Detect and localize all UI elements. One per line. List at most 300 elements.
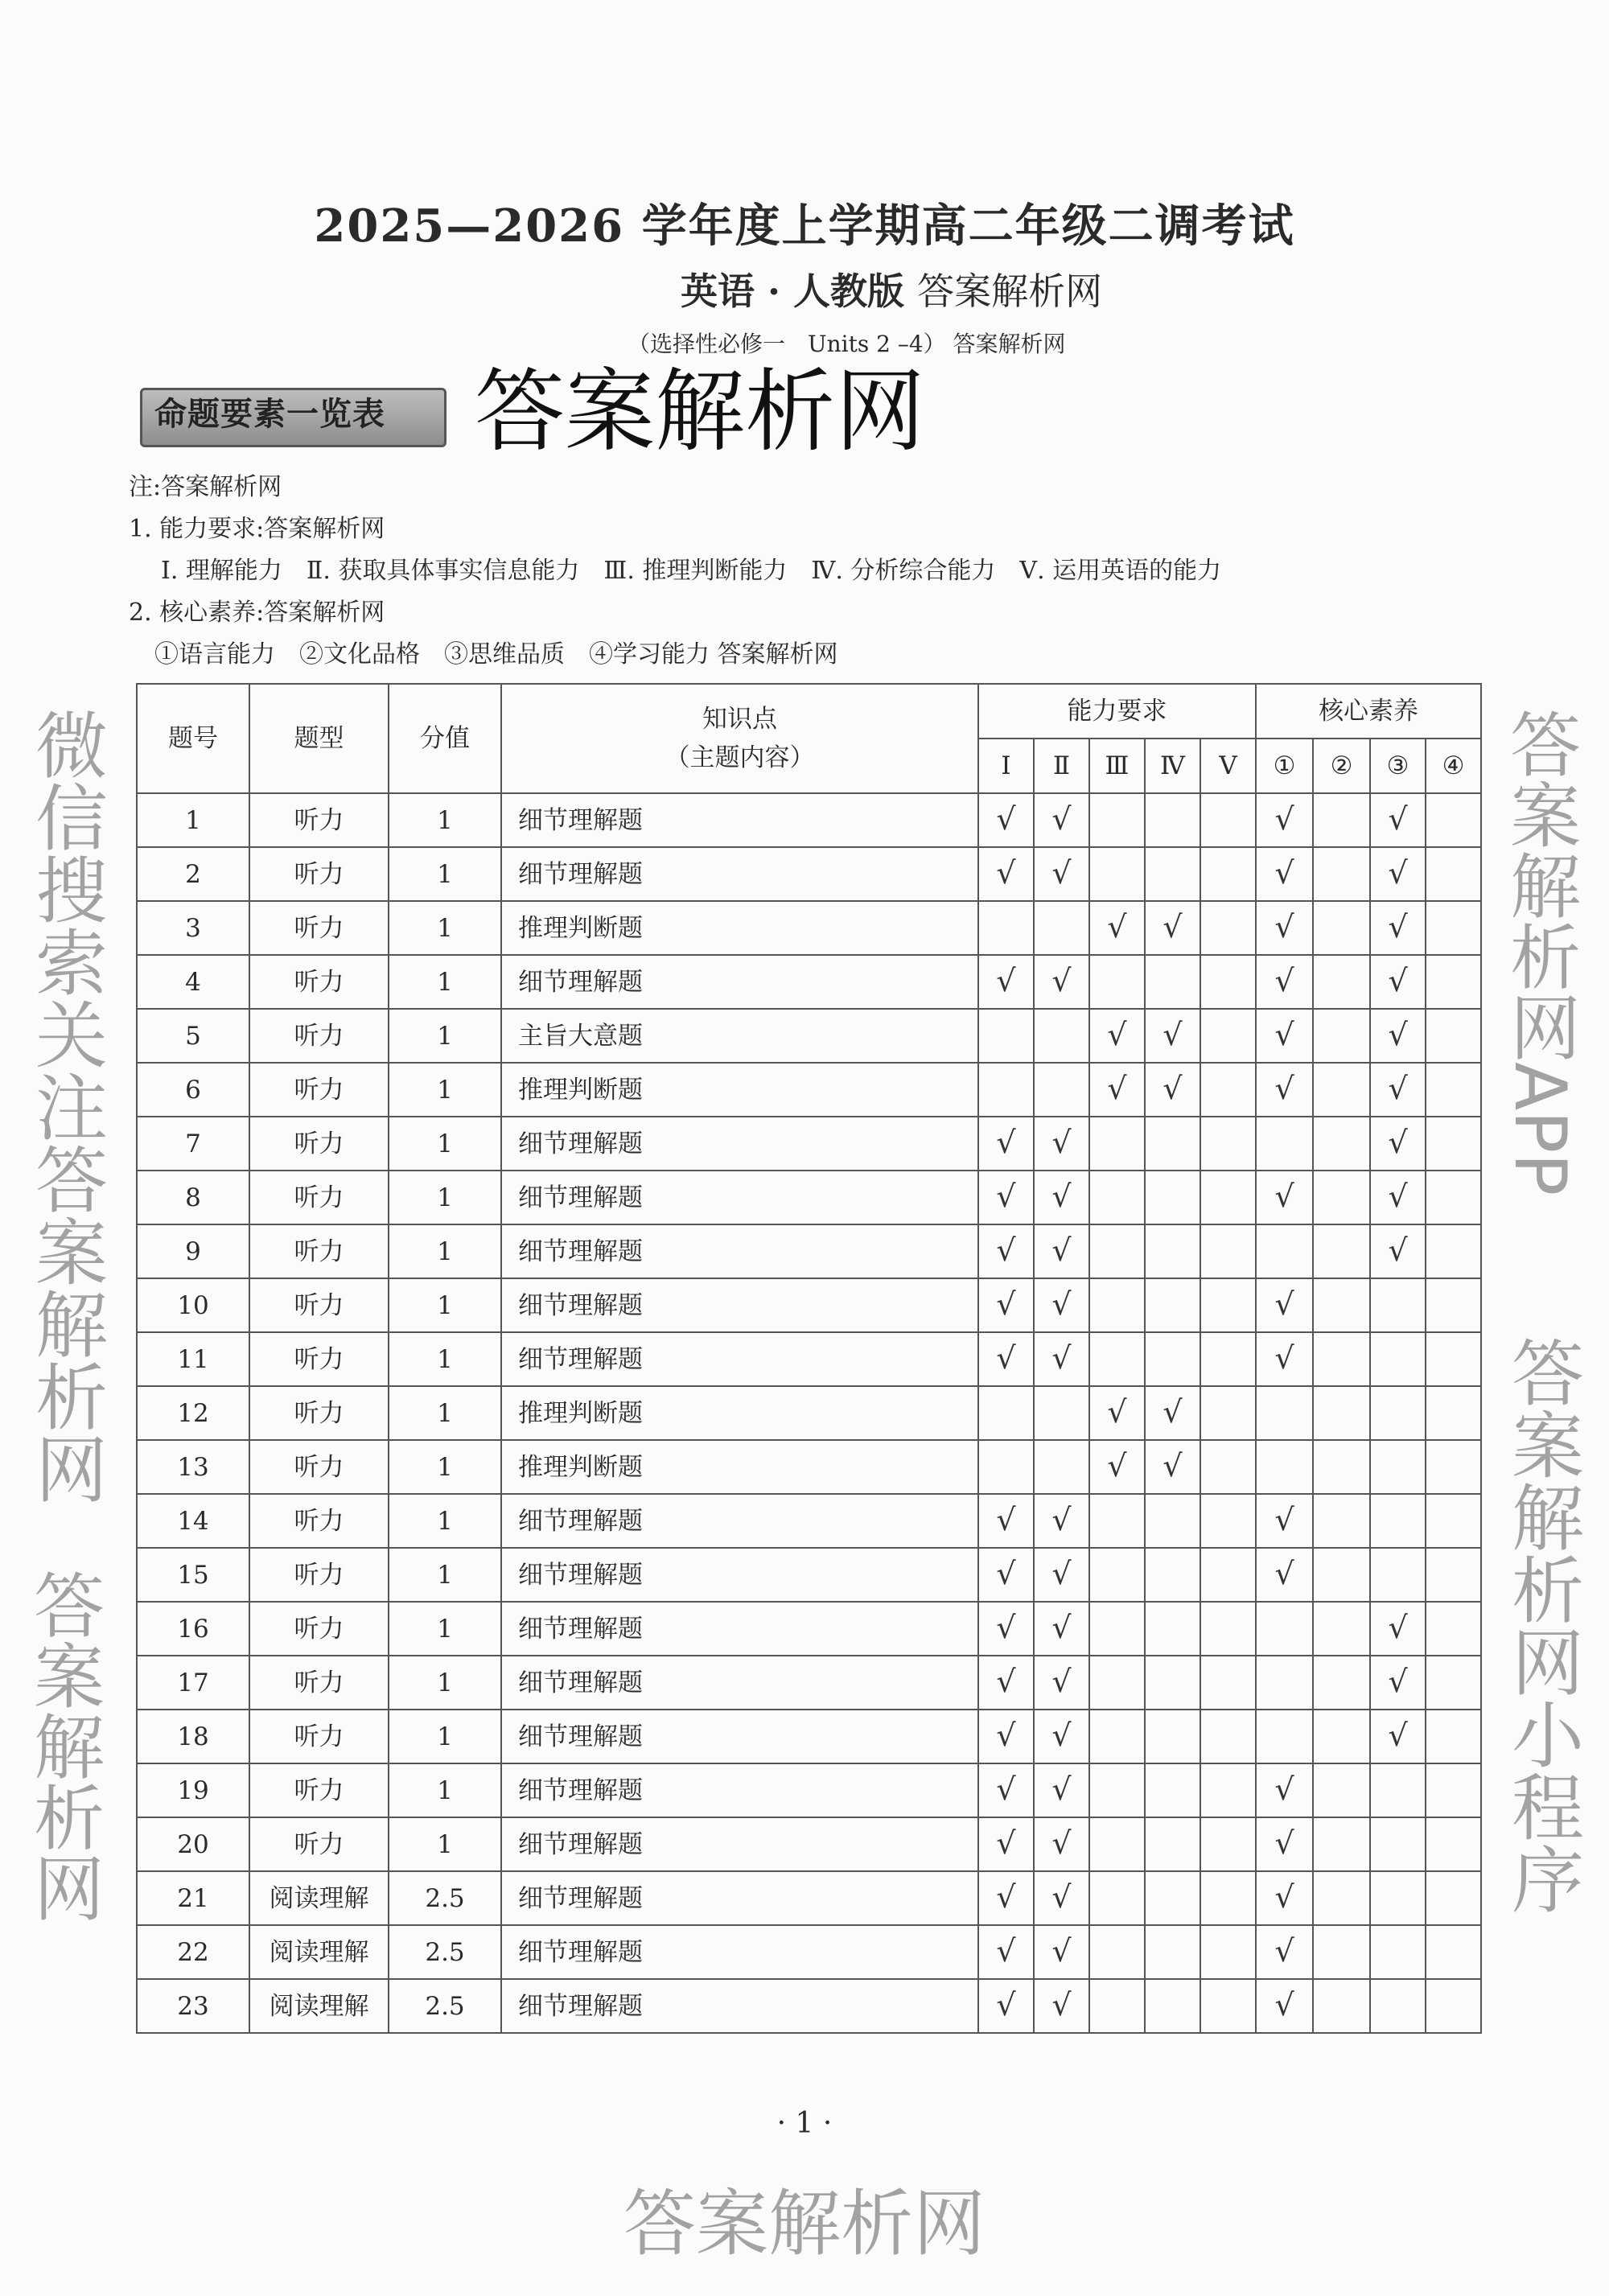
check-mark-icon: √ bbox=[1163, 1071, 1183, 1106]
question-number: 16 bbox=[137, 1602, 249, 1656]
question-topic: 细节理解题 bbox=[501, 1548, 978, 1602]
ability-cell-5 bbox=[1200, 1763, 1256, 1817]
table-row bbox=[137, 1224, 1481, 1278]
question-topic: 推理判断题 bbox=[501, 1063, 978, 1117]
banner-side-text: 答案解析网 bbox=[475, 360, 925, 464]
ability-cell-4 bbox=[1145, 847, 1200, 901]
check-mark-icon: √ bbox=[1051, 1664, 1072, 1699]
ability-cell-2 bbox=[1034, 1656, 1089, 1710]
check-mark-icon: √ bbox=[1274, 1933, 1294, 1969]
watermark: 答案解析网 bbox=[623, 2182, 986, 2266]
header-number: 题号 bbox=[137, 684, 249, 793]
ability-cell-5 bbox=[1200, 1979, 1256, 2033]
question-topic: 细节理解题 bbox=[501, 1925, 978, 1979]
ability-cell-5 bbox=[1200, 1925, 1256, 1979]
ability-cell-2 bbox=[1034, 1386, 1089, 1440]
check-mark-icon: √ bbox=[996, 801, 1016, 837]
ability-cell-1 bbox=[978, 1440, 1034, 1494]
table-row bbox=[137, 1009, 1481, 1063]
question-type: 听力 bbox=[249, 1548, 389, 1602]
ability-cell-2 bbox=[1034, 955, 1089, 1009]
ability-cell-4 bbox=[1145, 1548, 1200, 1602]
literacy-cell-2 bbox=[1313, 1332, 1370, 1386]
header-score: 分值 bbox=[389, 684, 501, 793]
question-topic: 细节理解题 bbox=[501, 1171, 978, 1224]
question-number: 17 bbox=[137, 1656, 249, 1710]
literacy-cell-3 bbox=[1370, 1171, 1426, 1224]
question-type: 听力 bbox=[249, 1009, 389, 1063]
question-topic: 细节理解题 bbox=[501, 1817, 978, 1871]
question-type: 听力 bbox=[249, 1171, 389, 1224]
header-literacy-3: ③ bbox=[1370, 739, 1426, 793]
ability-cell-1 bbox=[978, 1656, 1034, 1710]
question-number: 6 bbox=[137, 1063, 249, 1117]
ability-cell-5 bbox=[1200, 1710, 1256, 1763]
literacy-cell-3 bbox=[1370, 1332, 1426, 1386]
question-topic: 细节理解题 bbox=[501, 1224, 978, 1278]
exam-elements-table bbox=[136, 683, 1482, 2034]
check-mark-icon: √ bbox=[1051, 1933, 1072, 1969]
question-number: 4 bbox=[137, 955, 249, 1009]
question-number: 22 bbox=[137, 1925, 249, 1979]
ability-cell-1 bbox=[978, 1171, 1034, 1224]
literacy-cell-4 bbox=[1426, 1710, 1481, 1763]
ability-cell-3 bbox=[1089, 1817, 1145, 1871]
ability-cell-2 bbox=[1034, 1979, 1089, 2033]
ability-heading: 1. 能力要求:答案解析网 bbox=[129, 515, 385, 543]
ability-cell-3 bbox=[1089, 1656, 1145, 1710]
question-number: 2 bbox=[137, 847, 249, 901]
check-mark-icon: √ bbox=[1051, 1718, 1072, 1753]
ability-cell-1 bbox=[978, 1224, 1034, 1278]
literacy-cell-3 bbox=[1370, 1817, 1426, 1871]
question-number: 9 bbox=[137, 1224, 249, 1278]
question-number: 19 bbox=[137, 1763, 249, 1817]
question-type: 听力 bbox=[249, 1386, 389, 1440]
question-score: 1 bbox=[389, 1817, 501, 1871]
ability-cell-3 bbox=[1089, 1063, 1145, 1117]
page-number: · 1 · bbox=[776, 2107, 833, 2140]
table-row bbox=[137, 1171, 1481, 1224]
check-mark-icon: √ bbox=[1274, 1179, 1294, 1214]
ability-cell-4 bbox=[1145, 1871, 1200, 1925]
question-number: 3 bbox=[137, 901, 249, 955]
table-row bbox=[137, 1710, 1481, 1763]
ability-cell-5 bbox=[1200, 793, 1256, 847]
ability-cell-2 bbox=[1034, 1440, 1089, 1494]
header-literacy-2: ② bbox=[1313, 739, 1370, 793]
check-mark-icon: √ bbox=[996, 1987, 1016, 2022]
literacy-cell-3 bbox=[1370, 1440, 1426, 1494]
check-mark-icon: √ bbox=[1388, 1664, 1408, 1699]
literacy-cell-1 bbox=[1256, 1656, 1313, 1710]
literacy-cell-2 bbox=[1313, 1278, 1370, 1332]
question-topic: 细节理解题 bbox=[501, 1710, 978, 1763]
question-number: 14 bbox=[137, 1494, 249, 1548]
watermark: 答案解析网 bbox=[23, 1569, 105, 1923]
literacy-cell-4 bbox=[1426, 1171, 1481, 1224]
ability-cell-5 bbox=[1200, 1063, 1256, 1117]
question-score: 2.5 bbox=[389, 1871, 501, 1925]
check-mark-icon: √ bbox=[1051, 1125, 1072, 1160]
literacy-cell-3 bbox=[1370, 1548, 1426, 1602]
ability-cell-3 bbox=[1089, 1710, 1145, 1763]
literacy-cell-3 bbox=[1370, 1494, 1426, 1548]
ability-cell-2 bbox=[1034, 1494, 1089, 1548]
question-type: 听力 bbox=[249, 901, 389, 955]
literacy-cell-2 bbox=[1313, 955, 1370, 1009]
check-mark-icon: √ bbox=[1163, 1017, 1183, 1052]
header-type: 题型 bbox=[249, 684, 389, 793]
ability-cell-4 bbox=[1145, 1656, 1200, 1710]
literacy-heading: 2. 核心素养:答案解析网 bbox=[129, 599, 385, 627]
banner-label: 命题要素一览表 bbox=[154, 396, 385, 433]
table-row bbox=[137, 1332, 1481, 1386]
literacy-cell-4 bbox=[1426, 1925, 1481, 1979]
literacy-cell-4 bbox=[1426, 1386, 1481, 1440]
literacy-cell-1 bbox=[1256, 1224, 1313, 1278]
literacy-cell-1 bbox=[1256, 1063, 1313, 1117]
ability-cell-2 bbox=[1034, 1602, 1089, 1656]
ability-cell-4 bbox=[1145, 1602, 1200, 1656]
ability-cell-5 bbox=[1200, 1602, 1256, 1656]
ability-cell-3 bbox=[1089, 1278, 1145, 1332]
question-number: 1 bbox=[137, 793, 249, 847]
ability-cell-1 bbox=[978, 955, 1034, 1009]
ability-cell-2 bbox=[1034, 847, 1089, 901]
check-mark-icon: √ bbox=[1051, 1825, 1072, 1861]
question-number: 10 bbox=[137, 1278, 249, 1332]
ability-cell-3 bbox=[1089, 1979, 1145, 2033]
literacy-cell-3 bbox=[1370, 847, 1426, 901]
question-type: 听力 bbox=[249, 1763, 389, 1817]
ability-cell-4 bbox=[1145, 1925, 1200, 1979]
question-topic: 细节理解题 bbox=[501, 847, 978, 901]
scope-suffix: 答案解析网 bbox=[953, 331, 1066, 357]
question-type: 听力 bbox=[249, 1440, 389, 1494]
ability-cell-4 bbox=[1145, 1117, 1200, 1171]
literacy-cell-4 bbox=[1426, 1063, 1481, 1117]
check-mark-icon: √ bbox=[1388, 1071, 1408, 1106]
literacy-cell-4 bbox=[1426, 1602, 1481, 1656]
check-mark-icon: √ bbox=[1051, 855, 1072, 891]
literacy-cell-3 bbox=[1370, 793, 1426, 847]
ability-cell-1 bbox=[978, 847, 1034, 901]
header-literacy: 核心素养 bbox=[1256, 684, 1481, 739]
literacy-cell-4 bbox=[1426, 793, 1481, 847]
check-mark-icon: √ bbox=[1051, 1340, 1072, 1376]
ability-cell-2 bbox=[1034, 1224, 1089, 1278]
question-topic: 推理判断题 bbox=[501, 1386, 978, 1440]
ability-cell-5 bbox=[1200, 1871, 1256, 1925]
literacy-cell-4 bbox=[1426, 1332, 1481, 1386]
table-row bbox=[137, 1817, 1481, 1871]
check-mark-icon: √ bbox=[996, 1933, 1016, 1969]
ability-cell-4 bbox=[1145, 1063, 1200, 1117]
check-mark-icon: √ bbox=[1051, 1556, 1072, 1591]
ability-cell-2 bbox=[1034, 1278, 1089, 1332]
check-mark-icon: √ bbox=[1274, 801, 1294, 837]
ability-cell-1 bbox=[978, 1009, 1034, 1063]
literacy-cell-2 bbox=[1313, 1763, 1370, 1817]
literacy-cell-4 bbox=[1426, 955, 1481, 1009]
ability-cell-4 bbox=[1145, 1710, 1200, 1763]
question-score: 1 bbox=[389, 1494, 501, 1548]
check-mark-icon: √ bbox=[1388, 909, 1408, 944]
ability-cell-2 bbox=[1034, 1332, 1089, 1386]
header-ability-4: Ⅳ bbox=[1145, 739, 1200, 793]
literacy-cell-2 bbox=[1313, 793, 1370, 847]
ability-cell-1 bbox=[978, 1494, 1034, 1548]
ability-cell-3 bbox=[1089, 1548, 1145, 1602]
ability-cell-3 bbox=[1089, 901, 1145, 955]
ability-cell-4 bbox=[1145, 1817, 1200, 1871]
ability-cell-4 bbox=[1145, 1979, 1200, 2033]
ability-cell-4 bbox=[1145, 1386, 1200, 1440]
literacy-cell-2 bbox=[1313, 1602, 1370, 1656]
literacy-cell-3 bbox=[1370, 1224, 1426, 1278]
question-type: 听力 bbox=[249, 1710, 389, 1763]
question-score: 1 bbox=[389, 1440, 501, 1494]
ability-cell-5 bbox=[1200, 1548, 1256, 1602]
literacy-cell-2 bbox=[1313, 1171, 1370, 1224]
check-mark-icon: √ bbox=[1274, 1502, 1294, 1537]
question-topic: 细节理解题 bbox=[501, 1494, 978, 1548]
literacy-cell-1 bbox=[1256, 1386, 1313, 1440]
question-type: 听力 bbox=[249, 1602, 389, 1656]
literacy-cell-3 bbox=[1370, 1871, 1426, 1925]
ability-cell-5 bbox=[1200, 1171, 1256, 1224]
ability-cell-2 bbox=[1034, 1925, 1089, 1979]
check-mark-icon: √ bbox=[1107, 909, 1127, 944]
check-mark-icon: √ bbox=[1051, 1987, 1072, 2022]
literacy-cell-1 bbox=[1256, 955, 1313, 1009]
check-mark-icon: √ bbox=[996, 855, 1016, 891]
ability-cell-1 bbox=[978, 901, 1034, 955]
check-mark-icon: √ bbox=[1051, 801, 1072, 837]
header-ability-5: Ⅴ bbox=[1200, 739, 1256, 793]
question-score: 1 bbox=[389, 1278, 501, 1332]
header-literacy-1: ① bbox=[1256, 739, 1313, 793]
question-number: 20 bbox=[137, 1817, 249, 1871]
ability-cell-5 bbox=[1200, 901, 1256, 955]
literacy-cell-2 bbox=[1313, 1548, 1370, 1602]
question-topic: 推理判断题 bbox=[501, 901, 978, 955]
watermark: 微信搜索关注答案解析网 bbox=[23, 708, 107, 1504]
literacy-cell-2 bbox=[1313, 1386, 1370, 1440]
question-topic: 细节理解题 bbox=[501, 1763, 978, 1817]
ability-cell-4 bbox=[1145, 955, 1200, 1009]
check-mark-icon: √ bbox=[1274, 909, 1294, 944]
literacy-list: ①语言能力 ②文化品格 ③思维品质 ④学习能力 答案解析网 bbox=[154, 640, 838, 669]
question-score: 2.5 bbox=[389, 1925, 501, 1979]
watermark: 答案解析网APP bbox=[1499, 708, 1582, 1196]
question-number: 15 bbox=[137, 1548, 249, 1602]
literacy-cell-4 bbox=[1426, 847, 1481, 901]
ability-cell-3 bbox=[1089, 1224, 1145, 1278]
literacy-cell-1 bbox=[1256, 901, 1313, 955]
literacy-cell-4 bbox=[1426, 1009, 1481, 1063]
ability-cell-2 bbox=[1034, 1871, 1089, 1925]
ability-cell-3 bbox=[1089, 1009, 1145, 1063]
check-mark-icon: √ bbox=[1388, 1125, 1408, 1160]
ability-cell-5 bbox=[1200, 1494, 1256, 1548]
literacy-cell-1 bbox=[1256, 1440, 1313, 1494]
ability-cell-3 bbox=[1089, 1925, 1145, 1979]
ability-cell-3 bbox=[1089, 1494, 1145, 1548]
question-score: 1 bbox=[389, 955, 501, 1009]
subtitle-suffix: 答案解析网 bbox=[917, 270, 1103, 313]
ability-cell-2 bbox=[1034, 1117, 1089, 1171]
table-row bbox=[137, 1063, 1481, 1117]
check-mark-icon: √ bbox=[1051, 1879, 1072, 1915]
table-row bbox=[137, 1278, 1481, 1332]
check-mark-icon: √ bbox=[996, 1125, 1016, 1160]
ability-cell-5 bbox=[1200, 1009, 1256, 1063]
check-mark-icon: √ bbox=[1274, 963, 1294, 998]
question-type: 阅读理解 bbox=[249, 1979, 389, 2033]
ability-cell-5 bbox=[1200, 1386, 1256, 1440]
check-mark-icon: √ bbox=[1051, 963, 1072, 998]
literacy-cell-1 bbox=[1256, 1117, 1313, 1171]
check-mark-icon: √ bbox=[1163, 1448, 1183, 1483]
ability-cell-5 bbox=[1200, 1224, 1256, 1278]
table-row bbox=[137, 1602, 1481, 1656]
literacy-cell-4 bbox=[1426, 1979, 1481, 2033]
watermark: 答案解析网小程序 bbox=[1499, 1335, 1583, 1915]
literacy-cell-2 bbox=[1313, 847, 1370, 901]
ability-cell-1 bbox=[978, 1925, 1034, 1979]
ability-cell-3 bbox=[1089, 1763, 1145, 1817]
check-mark-icon: √ bbox=[1274, 1771, 1294, 1807]
question-type: 听力 bbox=[249, 847, 389, 901]
ability-cell-1 bbox=[978, 1548, 1034, 1602]
question-type: 听力 bbox=[249, 1063, 389, 1117]
check-mark-icon: √ bbox=[1274, 1879, 1294, 1915]
header-ability-3: Ⅲ bbox=[1089, 739, 1145, 793]
question-type: 阅读理解 bbox=[249, 1871, 389, 1925]
literacy-cell-1 bbox=[1256, 793, 1313, 847]
ability-cell-3 bbox=[1089, 1171, 1145, 1224]
document-subtitle bbox=[681, 269, 1102, 314]
check-mark-icon: √ bbox=[996, 1502, 1016, 1537]
question-type: 听力 bbox=[249, 1656, 389, 1710]
ability-cell-4 bbox=[1145, 793, 1200, 847]
check-mark-icon: √ bbox=[1107, 1071, 1127, 1106]
literacy-cell-2 bbox=[1313, 1440, 1370, 1494]
ability-cell-5 bbox=[1200, 1440, 1256, 1494]
check-mark-icon: √ bbox=[996, 1825, 1016, 1861]
literacy-cell-3 bbox=[1370, 1925, 1426, 1979]
question-topic: 细节理解题 bbox=[501, 955, 978, 1009]
check-mark-icon: √ bbox=[1051, 1502, 1072, 1537]
literacy-cell-4 bbox=[1426, 1656, 1481, 1710]
ability-cell-5 bbox=[1200, 1278, 1256, 1332]
table-row bbox=[137, 1871, 1481, 1925]
question-number: 5 bbox=[137, 1009, 249, 1063]
question-type: 阅读理解 bbox=[249, 1925, 389, 1979]
literacy-cell-4 bbox=[1426, 1871, 1481, 1925]
question-topic: 细节理解题 bbox=[501, 1278, 978, 1332]
literacy-cell-3 bbox=[1370, 1710, 1426, 1763]
check-mark-icon: √ bbox=[996, 1610, 1016, 1645]
literacy-cell-2 bbox=[1313, 1817, 1370, 1871]
ability-cell-1 bbox=[978, 793, 1034, 847]
check-mark-icon: √ bbox=[1388, 963, 1408, 998]
literacy-cell-2 bbox=[1313, 1979, 1370, 2033]
question-topic: 细节理解题 bbox=[501, 1979, 978, 2033]
question-number: 21 bbox=[137, 1871, 249, 1925]
check-mark-icon: √ bbox=[1388, 1017, 1408, 1052]
literacy-cell-1 bbox=[1256, 1871, 1313, 1925]
header-ability: 能力要求 bbox=[978, 684, 1256, 739]
literacy-cell-3 bbox=[1370, 1278, 1426, 1332]
check-mark-icon: √ bbox=[1388, 1610, 1408, 1645]
check-mark-icon: √ bbox=[1107, 1448, 1127, 1483]
ability-cell-4 bbox=[1145, 1009, 1200, 1063]
header-topic-label: 知识点 bbox=[702, 705, 777, 734]
ability-cell-1 bbox=[978, 1063, 1034, 1117]
check-mark-icon: √ bbox=[1388, 1179, 1408, 1214]
ability-cell-1 bbox=[978, 1332, 1034, 1386]
literacy-cell-1 bbox=[1256, 1979, 1313, 2033]
ability-cell-4 bbox=[1145, 1763, 1200, 1817]
check-mark-icon: √ bbox=[996, 1718, 1016, 1753]
literacy-cell-2 bbox=[1313, 1009, 1370, 1063]
scope-text: （选择性必修一 Units 2 –4） bbox=[628, 331, 946, 357]
ability-cell-5 bbox=[1200, 1817, 1256, 1871]
literacy-cell-3 bbox=[1370, 1386, 1426, 1440]
literacy-cell-2 bbox=[1313, 1494, 1370, 1548]
check-mark-icon: √ bbox=[1051, 1610, 1072, 1645]
table-row bbox=[137, 1548, 1481, 1602]
literacy-cell-3 bbox=[1370, 1763, 1426, 1817]
question-score: 1 bbox=[389, 1224, 501, 1278]
literacy-cell-4 bbox=[1426, 1548, 1481, 1602]
ability-cell-5 bbox=[1200, 955, 1256, 1009]
check-mark-icon: √ bbox=[1274, 1825, 1294, 1861]
literacy-cell-2 bbox=[1313, 1063, 1370, 1117]
literacy-cell-4 bbox=[1426, 1494, 1481, 1548]
question-topic: 细节理解题 bbox=[501, 1602, 978, 1656]
ability-cell-2 bbox=[1034, 1548, 1089, 1602]
check-mark-icon: √ bbox=[996, 1286, 1016, 1322]
check-mark-icon: √ bbox=[1274, 1286, 1294, 1322]
check-mark-icon: √ bbox=[996, 1179, 1016, 1214]
ability-cell-1 bbox=[978, 1871, 1034, 1925]
question-score: 1 bbox=[389, 1763, 501, 1817]
question-number: 8 bbox=[137, 1171, 249, 1224]
ability-cell-3 bbox=[1089, 793, 1145, 847]
check-mark-icon: √ bbox=[1107, 1017, 1127, 1052]
ability-cell-1 bbox=[978, 1979, 1034, 2033]
question-topic: 细节理解题 bbox=[501, 1656, 978, 1710]
question-type: 听力 bbox=[249, 1494, 389, 1548]
literacy-cell-3 bbox=[1370, 1009, 1426, 1063]
ability-cell-1 bbox=[978, 1117, 1034, 1171]
question-score: 1 bbox=[389, 1009, 501, 1063]
literacy-cell-1 bbox=[1256, 1817, 1313, 1871]
question-type: 听力 bbox=[249, 1224, 389, 1278]
check-mark-icon: √ bbox=[996, 1340, 1016, 1376]
check-mark-icon: √ bbox=[996, 1556, 1016, 1591]
question-score: 1 bbox=[389, 901, 501, 955]
literacy-cell-2 bbox=[1313, 1656, 1370, 1710]
table-row bbox=[137, 1494, 1481, 1548]
literacy-cell-1 bbox=[1256, 1278, 1313, 1332]
table-row bbox=[137, 955, 1481, 1009]
check-mark-icon: √ bbox=[1274, 1556, 1294, 1591]
